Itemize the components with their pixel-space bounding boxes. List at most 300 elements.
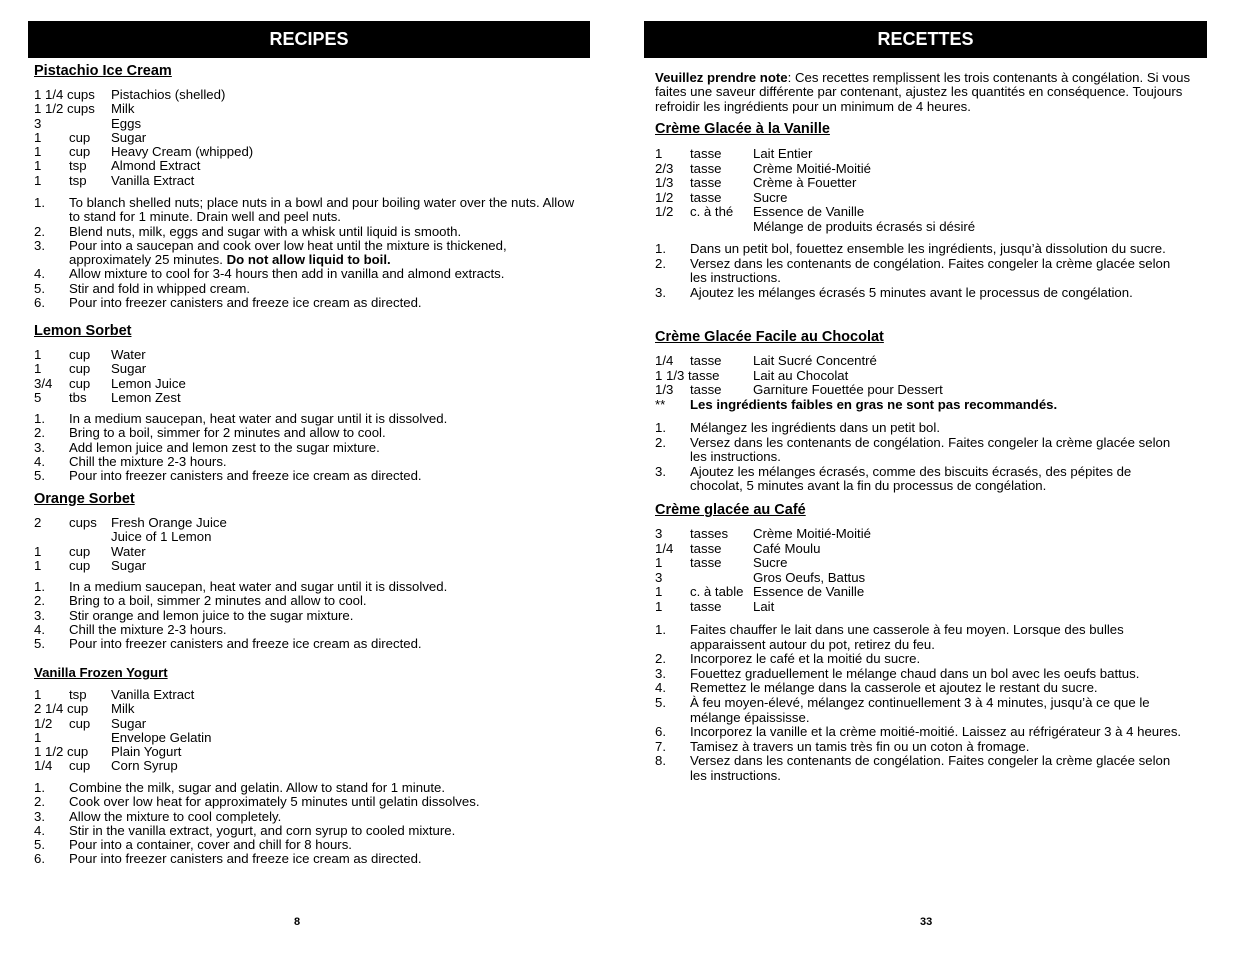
note-text: : Ces recettes remplissent les trois contenants à congélation. Si vous faites une saveur différente par contenant, ajustez les quantités en conséquence. Toujours refroidir les ingrédients pour un minimum de 4 heures.	[655, 70, 1191, 114]
step-number: 5.	[34, 636, 45, 652]
ingredient-qty: 2 1/4 cup	[34, 701, 89, 717]
step-text	[69, 282, 579, 296]
note-label: Veuillez prendre note	[655, 70, 788, 85]
step-text-main: To blanch shelled nuts; place nuts in a bowl and pour boiling water over the nuts. Allow to stand for 1 minute. Drain well and peel nuts.	[69, 195, 575, 225]
ingredient-unit: tasses	[690, 526, 729, 541]
step-text	[690, 623, 1185, 652]
step-number: 4.	[34, 621, 45, 637]
step-text	[690, 421, 1180, 436]
step-text-main: Ajoutez les mélanges écrasés, comme des biscuits écrasés, des pépites de chocolat, 5 minutes avant la fin du processus de congélation.	[690, 463, 1132, 494]
instruction-step	[34, 267, 579, 281]
step-text-main: Pour into a container, cover and chill for 8 hours.	[69, 837, 352, 853]
ingredient-unit: cup	[69, 543, 91, 559]
step-text	[69, 455, 579, 469]
step-text-main: Blend nuts, milk, eggs and sugar with a whisk until liquid is smooth.	[69, 223, 462, 239]
step-text-main: Pour into a saucepan and cook over low heat until the mixture is thickened, approximately 25 minutes.	[69, 237, 507, 268]
ingredient-row	[34, 88, 434, 102]
instruction-step	[34, 810, 579, 824]
instruction-step	[655, 667, 1185, 682]
step-number: 3.	[655, 665, 666, 681]
step-text	[69, 795, 579, 809]
step-text-main: Pour into freezer canisters and freeze ice cream as directed.	[69, 851, 422, 867]
ingredient-row	[655, 398, 1175, 413]
ingredient-name: Corn Syrup	[111, 758, 178, 774]
right-page-number: 33	[920, 916, 933, 928]
ingredient-row	[655, 220, 1155, 235]
step-text	[69, 239, 579, 268]
ingredient-qty: 1	[34, 729, 42, 745]
step-text	[69, 637, 579, 651]
step-text-main: Versez dans les contenants de congélation. Faites congeler la crème glacée selon les instructions.	[690, 753, 1171, 783]
step-text	[690, 242, 1180, 257]
step-number: 1.	[655, 241, 666, 256]
step-text-main: Bring to a boil, simmer for 2 minutes and allow to cool.	[69, 425, 386, 441]
step-text-main: Bring to a boil, simmer 2 minutes and allow to cool.	[69, 593, 367, 609]
instruction-step	[34, 225, 579, 239]
ingredient-name: Sucre	[753, 189, 788, 205]
step-number: 2.	[34, 794, 45, 810]
step-text-main: Chill the mixture 2-3 hours.	[69, 621, 227, 637]
ingredient-row	[34, 377, 434, 391]
ingredient-name: Essence de Vanille	[753, 204, 865, 220]
step-text	[690, 257, 1180, 286]
ingredient-qty: 1	[655, 598, 663, 614]
ingredient-unit: cup	[69, 557, 91, 573]
step-number: 7.	[655, 738, 666, 754]
steps-vanille	[655, 242, 1180, 300]
right-banner	[644, 21, 1207, 58]
ingredient-qty: 1	[34, 543, 42, 559]
ingredient-qty: 1	[34, 144, 42, 160]
step-text	[69, 412, 579, 426]
ingredient-unit: tasse	[690, 189, 722, 205]
ingredient-qty: 1/2	[655, 204, 674, 220]
step-text	[69, 810, 579, 824]
step-text	[69, 296, 579, 310]
step-number: 4.	[34, 453, 45, 469]
ingredient-name: Vanilla Extract	[111, 172, 195, 188]
ingredient-row	[655, 147, 1155, 162]
step-number: 1.	[655, 420, 666, 435]
step-text-main: Stir orange and lemon juice to the sugar mixture.	[69, 607, 354, 623]
step-number: 1.	[34, 195, 45, 210]
step-text-main: Tamisez à travers un tamis très fin ou un coton à fromage.	[690, 738, 1030, 754]
instruction-step	[34, 838, 579, 852]
instruction-step	[655, 286, 1180, 301]
ingredient-name: Lemon Juice	[111, 375, 186, 391]
ingredient-unit: tasse	[690, 598, 722, 614]
ingredient-row	[655, 571, 1155, 586]
step-number: 2.	[655, 434, 666, 450]
step-text-main: Add lemon juice and lemon zest to the sugar mixture.	[69, 439, 380, 455]
recipe-title-pistachio: Pistachio Ice Cream	[34, 63, 172, 79]
ingredient-row	[34, 117, 434, 131]
ingredient-name: Lait Entier	[753, 146, 813, 161]
step-text-main: Chill the mixture 2-3 hours.	[69, 453, 227, 469]
ingredient-unit: cup	[69, 361, 91, 377]
step-number: 2.	[655, 255, 666, 271]
step-text-main: Stir in the vanilla extract, yogurt, and corn syrup to cooled mixture.	[69, 822, 456, 838]
ingredient-qty: 1/2	[655, 189, 674, 205]
step-text	[690, 652, 1185, 667]
step-text	[69, 469, 579, 483]
instruction-step	[34, 426, 579, 440]
step-text-main: Dans un petit bol, fouettez ensemble les ingrédients, jusqu’à dissolution du sucre.	[690, 241, 1166, 256]
ingredient-qty: 1	[34, 557, 42, 573]
ingredient-qty: 2/3	[655, 160, 674, 176]
step-number: 2.	[655, 651, 666, 667]
step-number: 6.	[34, 851, 45, 867]
step-text	[690, 286, 1180, 301]
ingredient-row	[34, 559, 434, 573]
step-text-main: Fouettez graduellement le mélange chaud dans un bol avec les oeufs battus.	[690, 665, 1140, 681]
ingredient-row	[34, 145, 434, 159]
instruction-step	[34, 623, 579, 637]
ingredient-qty: 1	[34, 687, 42, 702]
steps-chocolat	[655, 421, 1180, 494]
instruction-step	[34, 594, 579, 608]
ingredient-name: Lait Sucré Concentré	[753, 353, 877, 368]
instruction-step	[34, 296, 579, 310]
ingredient-row	[34, 545, 434, 559]
step-text	[690, 436, 1180, 465]
ingredient-name: Lait au Chocolat	[753, 367, 849, 383]
ingredient-unit: cups	[69, 515, 97, 530]
ingredient-unit: tasse	[690, 160, 722, 176]
ingredient-unit: tsp	[69, 172, 87, 188]
ingredient-row	[655, 354, 1175, 369]
step-number: 3.	[655, 284, 666, 300]
steps-cafe	[655, 623, 1185, 784]
step-number: 1.	[655, 622, 666, 637]
ingredients-chocolat	[655, 354, 1175, 412]
instruction-step	[34, 781, 579, 795]
ingredients-vanille	[655, 147, 1155, 235]
step-text-main: In a medium saucepan, heat water and sugar until it is dissolved.	[69, 411, 448, 426]
ingredient-name: Café Moulu	[753, 540, 821, 556]
ingredients-vanilla-yogurt	[34, 688, 434, 774]
instruction-step	[34, 795, 579, 809]
ingredient-unit: tasse	[690, 353, 722, 368]
ingredient-qty: 3	[655, 526, 663, 541]
ingredient-qty: **	[655, 396, 666, 412]
step-number: 3.	[34, 439, 45, 455]
ingredient-name: Pistachios (shelled)	[111, 87, 226, 102]
ingredient-row	[655, 176, 1155, 191]
ingredient-name: Crème Moitié-Moitié	[753, 160, 871, 176]
step-text	[690, 667, 1185, 682]
instruction-step	[34, 239, 579, 268]
step-text	[69, 824, 579, 838]
instruction-step	[655, 681, 1185, 696]
step-number: 5.	[34, 280, 45, 296]
step-number: 4.	[655, 680, 666, 696]
recipe-title-vanilla-yogurt: Vanilla Frozen Yogurt	[34, 665, 168, 680]
ingredient-name: Heavy Cream (whipped)	[111, 144, 254, 160]
ingredients-cafe	[655, 527, 1155, 615]
step-number: 2.	[34, 425, 45, 441]
ingredient-row	[655, 527, 1155, 542]
step-text-main: Pour into freezer canisters and freeze ice cream as directed.	[69, 636, 422, 652]
ingredient-row	[655, 162, 1155, 177]
ingredient-name: Milk	[111, 101, 135, 117]
recette-title-chocolat: Crème Glacée Facile au Chocolat	[655, 329, 884, 345]
ingredient-row	[34, 731, 434, 745]
ingredient-qty: 1	[655, 584, 663, 600]
ingredient-name: Eggs	[111, 115, 142, 131]
instruction-step	[34, 196, 579, 225]
instruction-step	[655, 740, 1185, 755]
ingredient-row	[34, 516, 434, 530]
ingredient-unit: cup	[69, 129, 91, 145]
step-number: 2.	[34, 223, 45, 239]
step-text-main: Incorporez la vanille et la crème moitié-moitié. Laissez au réfrigérateur 3 à 4 heures.	[690, 724, 1182, 740]
step-text-main: Versez dans les contenants de congélation. Faites congeler la crème glacée selon les instructions.	[690, 434, 1171, 465]
instruction-step	[655, 696, 1185, 725]
ingredients-orange	[34, 516, 434, 573]
ingredient-row	[655, 369, 1175, 384]
instruction-step	[34, 455, 579, 469]
ingredient-row	[655, 600, 1155, 615]
step-text-main: Mélangez les ingrédients dans un petit bol.	[690, 420, 940, 435]
instruction-step	[34, 282, 579, 296]
instruction-step	[34, 469, 579, 483]
ingredient-unit: tasse	[690, 555, 722, 571]
ingredient-name: Plain Yogurt	[111, 744, 182, 760]
ingredient-qty: 1/3	[655, 382, 674, 398]
right-note	[655, 71, 1207, 114]
step-text-main: Pour into freezer canisters and freeze ice cream as directed.	[69, 468, 422, 484]
step-number: 8.	[655, 753, 666, 769]
ingredient-name: Vanilla Extract	[111, 687, 195, 702]
ingredient-name: Fresh Orange Juice	[111, 515, 227, 530]
ingredient-row	[34, 759, 434, 773]
ingredient-qty: 1/4	[34, 758, 53, 774]
ingredient-qty: 1	[655, 146, 663, 161]
ingredient-qty: 1/3	[655, 175, 674, 191]
ingredient-unit: tasse	[690, 146, 722, 161]
instruction-step	[34, 824, 579, 838]
instruction-step	[655, 465, 1180, 494]
steps-vanilla-yogurt	[34, 781, 579, 867]
recipe-title-orange: Orange Sorbet	[34, 491, 135, 507]
ingredient-qty: 1/2	[34, 715, 53, 731]
ingredient-row	[34, 702, 434, 716]
step-number: 1.	[34, 579, 45, 594]
ingredient-row	[34, 391, 434, 405]
ingredient-qty: 1	[34, 172, 42, 188]
left-page-number: 8	[294, 916, 301, 928]
ingredient-unit: tsp	[69, 158, 87, 174]
step-text	[69, 623, 579, 637]
ingredient-name: Lait	[753, 598, 775, 614]
instruction-step	[655, 242, 1180, 257]
right-banner-title: RECETTES	[877, 29, 974, 50]
ingredient-name: Gros Oeufs, Battus	[753, 569, 866, 585]
step-text	[690, 681, 1185, 696]
ingredient-unit: cup	[69, 375, 91, 391]
instruction-step	[34, 580, 579, 594]
ingredient-qty: 3	[655, 569, 663, 585]
step-text-main: Cook over low heat for approximately 5 minutes until gelatin dissolves.	[69, 794, 480, 810]
ingredient-unit: tasse	[690, 175, 722, 191]
ingredient-qty: 3/4	[34, 375, 53, 391]
ingredient-unit: cup	[69, 144, 91, 160]
step-text-main: Allow mixture to cool for 3-4 hours then add in vanilla and almond extracts.	[69, 266, 505, 282]
ingredient-unit: c. à table	[690, 584, 744, 600]
ingredient-unit: tasse	[690, 382, 722, 398]
instruction-step	[655, 754, 1185, 783]
step-text	[69, 609, 579, 623]
step-text	[69, 852, 579, 866]
step-number: 3.	[34, 237, 45, 253]
ingredient-qty: 1 1/2 cup	[34, 744, 89, 760]
step-text-main: À feu moyen-élevé, mélangez continuellement 3 à 4 minutes, jusqu’à ce que le mélange épaississe.	[690, 694, 1150, 725]
steps-orange	[34, 580, 579, 651]
step-number: 4.	[34, 266, 45, 282]
ingredient-row	[34, 102, 434, 116]
ingredient-unit: cup	[69, 758, 91, 774]
ingredient-name: Envelope Gelatin	[111, 729, 212, 745]
ingredient-name: Crème Moitié-Moitié	[753, 526, 871, 541]
step-number: 5.	[655, 694, 666, 710]
step-number: 6.	[34, 295, 45, 311]
ingredient-row	[34, 717, 434, 731]
ingredient-name: Sugar	[111, 715, 147, 731]
step-text	[69, 441, 579, 455]
ingredient-qty: 1 1/3 tasse	[655, 367, 720, 383]
instruction-step	[34, 441, 579, 455]
ingredient-unit: cup	[69, 715, 91, 731]
ingredient-unit: c. à thé	[690, 204, 734, 220]
step-text-main: Versez dans les contenants de congélation. Faites congeler la crème glacée selon les instructions.	[690, 255, 1171, 286]
ingredient-row	[34, 159, 434, 173]
ingredients-pistachio	[34, 88, 434, 188]
ingredients-lemon	[34, 348, 434, 405]
ingredient-row	[655, 556, 1155, 571]
step-number: 5.	[34, 837, 45, 853]
step-number: 1.	[34, 780, 45, 795]
ingredient-qty: 1	[34, 158, 42, 174]
ingredient-qty: 5	[34, 389, 42, 405]
ingredient-name: Water	[111, 543, 146, 559]
ingredient-name: Sucre	[753, 555, 788, 571]
ingredient-name: Mélange de produits écrasés si désiré	[753, 218, 976, 234]
ingredient-row	[655, 191, 1155, 206]
instruction-step	[655, 436, 1180, 465]
instruction-step	[655, 421, 1180, 436]
steps-lemon	[34, 412, 579, 483]
ingredient-qty: 1	[34, 129, 42, 145]
instruction-step	[34, 412, 579, 426]
ingredient-qty: 2	[34, 515, 42, 530]
ingredient-qty: 1	[34, 361, 42, 377]
step-number: 4.	[34, 822, 45, 838]
instruction-step	[655, 623, 1185, 652]
step-text-main: In a medium saucepan, heat water and sugar until it is dissolved.	[69, 579, 448, 594]
step-text	[69, 580, 579, 594]
instruction-step	[655, 257, 1180, 286]
ingredient-name: Juice of 1 Lemon	[111, 529, 212, 545]
step-text	[690, 740, 1185, 755]
step-number: 1.	[34, 411, 45, 426]
step-text-bold: Do not allow liquid to boil.	[226, 252, 391, 268]
ingredient-row	[34, 745, 434, 759]
ingredient-row	[34, 362, 434, 376]
ingredient-row	[34, 131, 434, 145]
ingredient-row	[655, 585, 1155, 600]
step-text	[690, 754, 1185, 783]
instruction-step	[655, 725, 1185, 740]
ingredient-name: Crème à Fouetter	[753, 175, 857, 191]
instruction-step	[34, 637, 579, 651]
ingredient-row	[34, 688, 434, 702]
ingredient-qty: 1/4	[655, 353, 674, 368]
step-number: 5.	[34, 468, 45, 484]
ingredient-name: Garniture Fouettée pour Dessert	[753, 382, 943, 398]
left-banner-title: RECIPES	[269, 29, 349, 50]
ingredient-qty: 1 1/4 cups	[34, 87, 95, 102]
ingredient-row	[655, 205, 1155, 220]
step-text-main: Incorporez le café et la moitié du sucre.	[690, 651, 921, 667]
ingredient-row	[655, 542, 1155, 557]
ingredient-row	[34, 174, 434, 188]
step-text-main: Remettez le mélange dans la casserole et ajoutez le restant du sucre.	[690, 680, 1098, 696]
step-text-main: Allow the mixture to cool completely.	[69, 808, 282, 824]
ingredient-name: Sugar	[111, 361, 147, 377]
step-number: 2.	[34, 593, 45, 609]
step-text-main: Stir and fold in whipped cream.	[69, 280, 251, 296]
ingredient-name: Almond Extract	[111, 158, 201, 174]
steps-pistachio	[34, 196, 579, 310]
ingredient-qty: 1/4	[655, 540, 674, 556]
ingredient-row	[34, 530, 434, 544]
ingredient-unit: tsp	[69, 687, 87, 702]
step-text	[690, 725, 1185, 740]
ingredient-note: Les ingrédients faibles en gras ne sont pas recommandés.	[690, 396, 1058, 412]
recipe-title-lemon: Lemon Sorbet	[34, 323, 132, 339]
ingredient-name: Essence de Vanille	[753, 584, 865, 600]
left-banner	[28, 21, 590, 58]
ingredient-name: Milk	[111, 701, 135, 717]
step-text-main: Faites chauffer le lait dans une casserole à feu moyen. Lorsque des bulles apparaissent autour du pot, retirez du feu.	[690, 622, 1124, 652]
step-text	[690, 696, 1185, 725]
step-text	[69, 225, 579, 239]
ingredient-name: Water	[111, 347, 146, 362]
ingredient-row	[655, 383, 1175, 398]
ingredient-unit: tbs	[69, 389, 87, 405]
ingredient-name: Lemon Zest	[111, 389, 181, 405]
ingredient-qty: 1	[655, 555, 663, 571]
step-text	[69, 426, 579, 440]
ingredient-name: Sugar	[111, 129, 147, 145]
ingredient-qty: 1 1/2 cups	[34, 101, 95, 117]
step-text	[69, 267, 579, 281]
ingredient-unit: cup	[69, 347, 91, 362]
step-text	[69, 594, 579, 608]
step-text	[690, 465, 1180, 494]
step-number: 3.	[655, 463, 666, 479]
step-text	[69, 838, 579, 852]
instruction-step	[34, 609, 579, 623]
step-number: 6.	[655, 724, 666, 740]
step-number: 3.	[34, 808, 45, 824]
recette-title-vanille: Crème Glacée à la Vanille	[655, 121, 830, 137]
step-number: 3.	[34, 607, 45, 623]
step-text	[69, 781, 579, 795]
ingredient-row	[34, 348, 434, 362]
step-text	[69, 196, 579, 225]
